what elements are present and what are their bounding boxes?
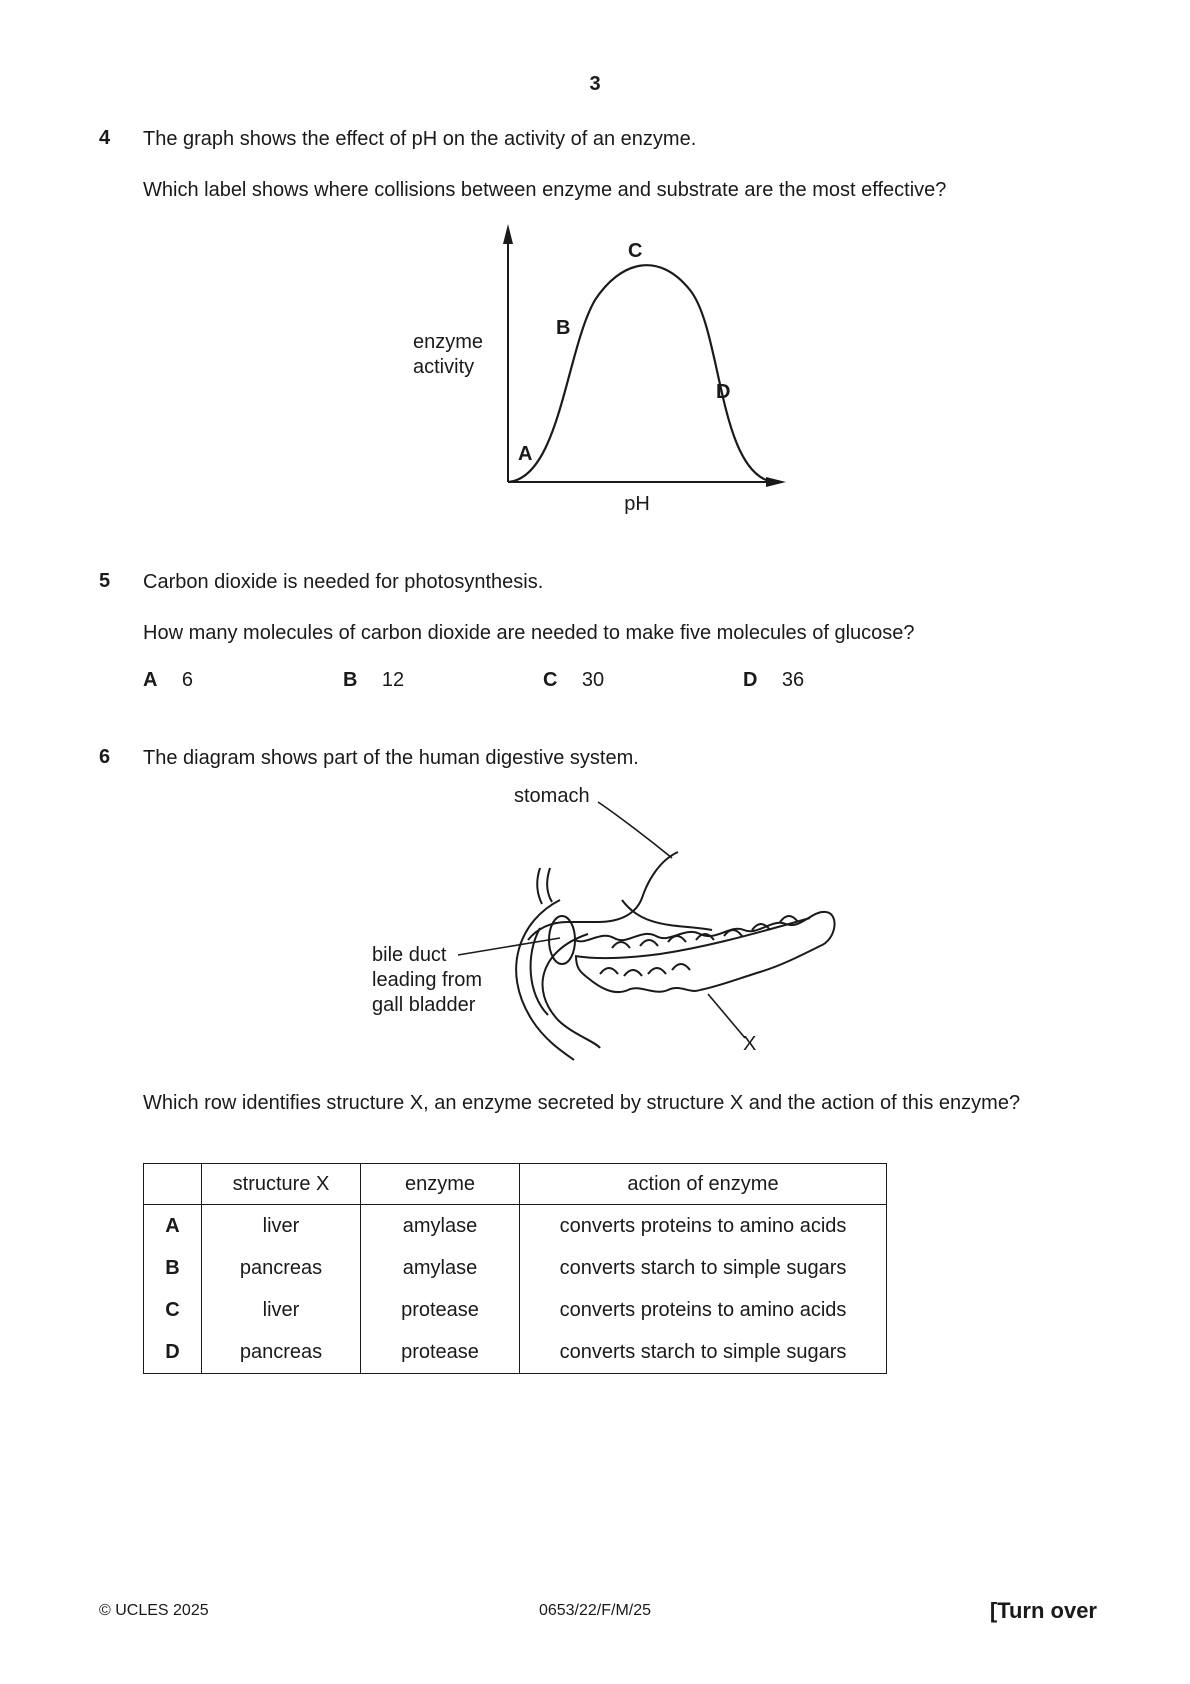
x-leader-line — [708, 994, 745, 1038]
table-row[interactable] — [144, 1205, 887, 1248]
page-number: 3 — [589, 73, 601, 95]
enzyme-ph-graph — [0, 0, 1190, 560]
action-cell: converts proteins to amino acids — [520, 1205, 887, 1248]
structure-cell: liver — [202, 1205, 361, 1248]
option-d[interactable] — [743, 669, 804, 692]
option-c-value: 30 — [581, 669, 605, 691]
table-row[interactable] — [144, 1247, 887, 1289]
action-cell: converts proteins to amino acids — [520, 1289, 887, 1331]
turn-over: [Turn over — [989, 1598, 1097, 1623]
structure-cell: pancreas — [202, 1247, 361, 1289]
question-6-prompt: Which row identifies structure X, an enzyme secreted by structure X and the action of this enzyme? — [143, 1092, 1021, 1114]
y-axis-label-line1: enzyme — [413, 331, 484, 353]
table-row[interactable] — [144, 1331, 887, 1374]
table-header-cell: structure X — [202, 1164, 361, 1205]
answer-table — [143, 1163, 887, 1374]
option-b-value: 12 — [381, 669, 405, 691]
option-a-value: 6 — [181, 669, 194, 691]
bile-duct-leader-line — [458, 938, 560, 955]
structure-cell: liver — [202, 1289, 361, 1331]
option-c-letter: C — [543, 669, 558, 691]
action-cell: converts starch to simple sugars — [520, 1331, 887, 1374]
activity-curve — [508, 265, 772, 482]
question-5-number: 5 — [99, 570, 111, 592]
bile-duct-label-line3: gall bladder — [372, 994, 476, 1016]
table-header-row — [144, 1164, 887, 1205]
question-5-prompt: How many molecules of carbon dioxide are needed to make five molecules of glucose? — [143, 622, 915, 644]
digestive-outline — [516, 852, 834, 1060]
option-d-letter: D — [743, 669, 758, 691]
question-6-text: The diagram shows part of the human digestive system. — [143, 747, 639, 769]
option-c[interactable] — [543, 669, 604, 692]
table-header-cell: action of enzyme — [520, 1164, 887, 1205]
option-a-letter: A — [143, 669, 158, 691]
table-row[interactable] — [144, 1289, 887, 1331]
paper-code: 0653/22/F/M/25 — [538, 1602, 652, 1619]
copyright: © UCLES 2025 — [99, 1602, 209, 1619]
enzyme-cell: protease — [361, 1331, 520, 1374]
row-letter: A — [165, 1214, 180, 1237]
enzyme-cell: amylase — [361, 1247, 520, 1289]
y-axis-arrowhead — [503, 224, 513, 244]
label-c: C — [628, 240, 643, 262]
stomach-leader-line — [598, 802, 672, 858]
question-4-prompt: Which label shows where collisions between enzyme and substrate are the most effective? — [143, 179, 947, 201]
bile-duct-label-line2: leading from — [372, 969, 483, 991]
option-b-letter: B — [343, 669, 358, 691]
question-6-number: 6 — [99, 746, 111, 768]
row-letter: C — [165, 1298, 180, 1321]
bile-duct-label-line1: bile duct — [372, 944, 447, 966]
row-letter: D — [165, 1340, 180, 1363]
question-4-text: The graph shows the effect of pH on the activity of an enzyme. — [143, 128, 697, 150]
question-5-text: Carbon dioxide is needed for photosynthesis. — [143, 571, 544, 593]
row-letter: B — [165, 1256, 180, 1279]
structure-cell: pancreas — [202, 1331, 361, 1374]
action-cell: converts starch to simple sugars — [520, 1247, 887, 1289]
option-d-value: 36 — [781, 669, 805, 691]
x-axis-label: pH — [624, 493, 650, 515]
question-4-number: 4 — [99, 127, 111, 149]
option-a[interactable] — [143, 669, 193, 692]
table-header-cell — [144, 1164, 202, 1205]
y-axis-label-line2: activity — [413, 356, 475, 378]
structure-x-label: X — [743, 1033, 757, 1055]
enzyme-cell: protease — [361, 1289, 520, 1331]
enzyme-cell: amylase — [361, 1205, 520, 1248]
stomach-label: stomach — [514, 785, 590, 807]
label-b: B — [556, 317, 571, 339]
option-b[interactable] — [343, 669, 404, 692]
label-d: D — [716, 381, 731, 403]
digestive-system-diagram — [0, 780, 1190, 1070]
label-a: A — [518, 443, 533, 465]
table-header-cell: enzyme — [361, 1164, 520, 1205]
